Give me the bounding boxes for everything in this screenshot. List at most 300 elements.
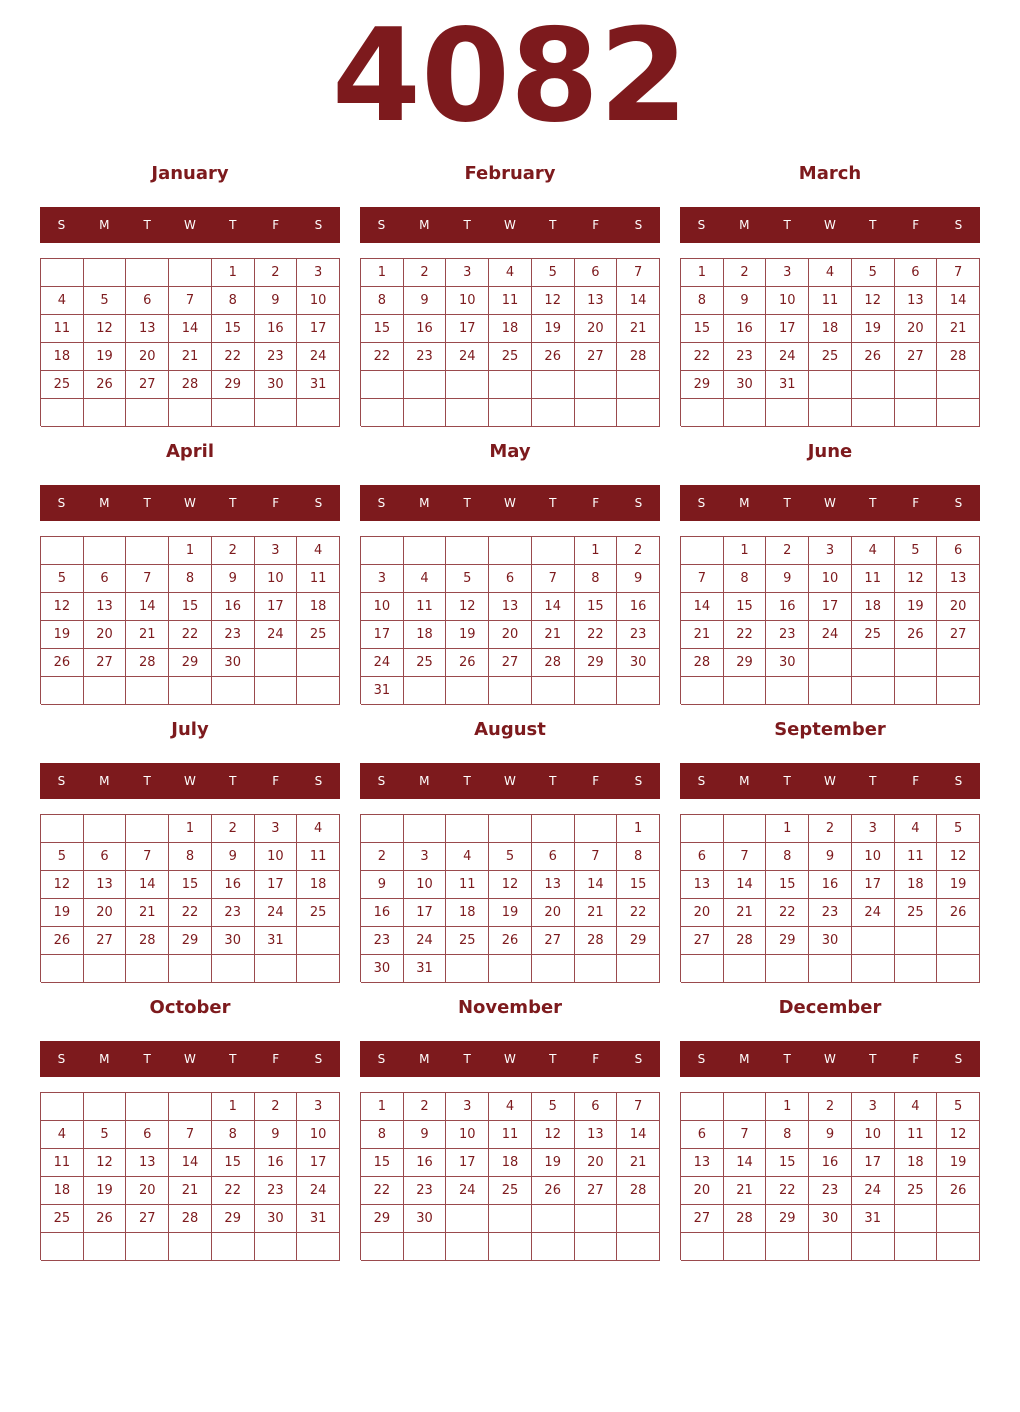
day-cell[interactable]: 4: [895, 815, 938, 843]
day-cell[interactable]: 10: [255, 565, 298, 593]
day-cell[interactable]: 11: [297, 565, 340, 593]
day-cell[interactable]: 12: [532, 1121, 575, 1149]
day-cell[interactable]: 3: [852, 1093, 895, 1121]
day-cell[interactable]: 9: [212, 843, 255, 871]
day-cell[interactable]: 20: [575, 315, 618, 343]
day-cell[interactable]: 13: [84, 871, 127, 899]
day-cell[interactable]: 26: [852, 343, 895, 371]
day-cell[interactable]: 22: [724, 621, 767, 649]
day-cell[interactable]: 9: [212, 565, 255, 593]
day-cell[interactable]: 19: [895, 593, 938, 621]
day-cell[interactable]: 19: [41, 621, 84, 649]
day-cell[interactable]: 28: [724, 927, 767, 955]
day-cell[interactable]: 24: [446, 1177, 489, 1205]
day-cell[interactable]: 26: [532, 343, 575, 371]
day-cell[interactable]: 13: [575, 1121, 618, 1149]
day-cell[interactable]: 21: [169, 343, 212, 371]
day-cell[interactable]: 5: [532, 1093, 575, 1121]
day-cell[interactable]: 6: [937, 537, 980, 565]
day-cell[interactable]: 26: [84, 1205, 127, 1233]
day-cell[interactable]: 30: [361, 955, 404, 983]
day-cell[interactable]: 31: [852, 1205, 895, 1233]
day-cell[interactable]: 30: [617, 649, 660, 677]
day-cell[interactable]: 15: [212, 315, 255, 343]
day-cell[interactable]: 28: [617, 1177, 660, 1205]
day-cell[interactable]: 7: [169, 287, 212, 315]
day-cell[interactable]: 9: [404, 287, 447, 315]
day-cell[interactable]: 12: [937, 843, 980, 871]
day-cell[interactable]: 15: [575, 593, 618, 621]
day-cell[interactable]: 23: [404, 1177, 447, 1205]
day-cell[interactable]: 5: [532, 259, 575, 287]
day-cell[interactable]: 29: [766, 927, 809, 955]
day-cell[interactable]: 8: [361, 287, 404, 315]
day-cell[interactable]: 8: [766, 1121, 809, 1149]
day-cell[interactable]: 6: [489, 565, 532, 593]
day-cell[interactable]: 1: [681, 259, 724, 287]
day-cell[interactable]: 30: [212, 649, 255, 677]
day-cell[interactable]: 20: [575, 1149, 618, 1177]
day-cell[interactable]: 28: [126, 927, 169, 955]
day-cell[interactable]: 19: [937, 871, 980, 899]
day-cell[interactable]: 30: [809, 927, 852, 955]
day-cell[interactable]: 13: [895, 287, 938, 315]
day-cell[interactable]: 6: [532, 843, 575, 871]
day-cell[interactable]: 14: [724, 1149, 767, 1177]
day-cell[interactable]: 6: [126, 287, 169, 315]
day-cell[interactable]: 19: [489, 899, 532, 927]
day-cell[interactable]: 26: [41, 649, 84, 677]
day-cell[interactable]: 14: [681, 593, 724, 621]
day-cell[interactable]: 29: [766, 1205, 809, 1233]
day-cell[interactable]: 25: [489, 1177, 532, 1205]
day-cell[interactable]: 27: [937, 621, 980, 649]
day-cell[interactable]: 21: [681, 621, 724, 649]
day-cell[interactable]: 9: [809, 843, 852, 871]
day-cell[interactable]: 23: [212, 899, 255, 927]
day-cell[interactable]: 12: [852, 287, 895, 315]
day-cell[interactable]: 23: [404, 343, 447, 371]
day-cell[interactable]: 19: [937, 1149, 980, 1177]
day-cell[interactable]: 24: [404, 927, 447, 955]
day-cell[interactable]: 20: [681, 899, 724, 927]
day-cell[interactable]: 27: [126, 1205, 169, 1233]
day-cell[interactable]: 16: [212, 593, 255, 621]
day-cell[interactable]: 5: [852, 259, 895, 287]
day-cell[interactable]: 24: [852, 899, 895, 927]
day-cell[interactable]: 29: [169, 649, 212, 677]
day-cell[interactable]: 8: [361, 1121, 404, 1149]
day-cell[interactable]: 5: [895, 537, 938, 565]
day-cell[interactable]: 2: [404, 259, 447, 287]
day-cell[interactable]: 18: [809, 315, 852, 343]
day-cell[interactable]: 22: [212, 1177, 255, 1205]
day-cell[interactable]: 31: [766, 371, 809, 399]
day-cell[interactable]: 13: [532, 871, 575, 899]
day-cell[interactable]: 14: [532, 593, 575, 621]
day-cell[interactable]: 24: [852, 1177, 895, 1205]
day-cell[interactable]: 17: [255, 593, 298, 621]
day-cell[interactable]: 25: [297, 621, 340, 649]
day-cell[interactable]: 17: [446, 1149, 489, 1177]
day-cell[interactable]: 16: [724, 315, 767, 343]
day-cell[interactable]: 2: [255, 1093, 298, 1121]
day-cell[interactable]: 8: [681, 287, 724, 315]
day-cell[interactable]: 27: [126, 371, 169, 399]
day-cell[interactable]: 29: [212, 371, 255, 399]
day-cell[interactable]: 8: [617, 843, 660, 871]
day-cell[interactable]: 1: [212, 259, 255, 287]
day-cell[interactable]: 20: [126, 1177, 169, 1205]
day-cell[interactable]: 11: [41, 315, 84, 343]
day-cell[interactable]: 24: [297, 1177, 340, 1205]
day-cell[interactable]: 22: [361, 343, 404, 371]
day-cell[interactable]: 15: [617, 871, 660, 899]
day-cell[interactable]: 29: [361, 1205, 404, 1233]
day-cell[interactable]: 11: [852, 565, 895, 593]
day-cell[interactable]: 22: [766, 1177, 809, 1205]
day-cell[interactable]: 10: [446, 1121, 489, 1149]
day-cell[interactable]: 10: [809, 565, 852, 593]
day-cell[interactable]: 25: [297, 899, 340, 927]
day-cell[interactable]: 17: [297, 315, 340, 343]
day-cell[interactable]: 14: [617, 1121, 660, 1149]
day-cell[interactable]: 26: [937, 899, 980, 927]
day-cell[interactable]: 7: [575, 843, 618, 871]
day-cell[interactable]: 20: [126, 343, 169, 371]
day-cell[interactable]: 25: [809, 343, 852, 371]
day-cell[interactable]: 31: [404, 955, 447, 983]
day-cell[interactable]: 31: [361, 677, 404, 705]
day-cell[interactable]: 29: [617, 927, 660, 955]
day-cell[interactable]: 9: [724, 287, 767, 315]
day-cell[interactable]: 26: [895, 621, 938, 649]
day-cell[interactable]: 26: [489, 927, 532, 955]
day-cell[interactable]: 12: [895, 565, 938, 593]
day-cell[interactable]: 23: [361, 927, 404, 955]
day-cell[interactable]: 19: [41, 899, 84, 927]
day-cell[interactable]: 27: [575, 343, 618, 371]
day-cell[interactable]: 11: [895, 843, 938, 871]
day-cell[interactable]: 24: [297, 343, 340, 371]
day-cell[interactable]: 12: [446, 593, 489, 621]
day-cell[interactable]: 18: [489, 1149, 532, 1177]
day-cell[interactable]: 1: [361, 1093, 404, 1121]
day-cell[interactable]: 26: [532, 1177, 575, 1205]
day-cell[interactable]: 20: [937, 593, 980, 621]
day-cell[interactable]: 31: [297, 1205, 340, 1233]
day-cell[interactable]: 28: [169, 1205, 212, 1233]
day-cell[interactable]: 19: [532, 1149, 575, 1177]
day-cell[interactable]: 9: [255, 1121, 298, 1149]
day-cell[interactable]: 14: [575, 871, 618, 899]
day-cell[interactable]: 8: [766, 843, 809, 871]
day-cell[interactable]: 25: [446, 927, 489, 955]
day-cell[interactable]: 1: [766, 1093, 809, 1121]
day-cell[interactable]: 12: [41, 871, 84, 899]
day-cell[interactable]: 13: [681, 1149, 724, 1177]
day-cell[interactable]: 2: [404, 1093, 447, 1121]
day-cell[interactable]: 6: [84, 843, 127, 871]
day-cell[interactable]: 7: [532, 565, 575, 593]
day-cell[interactable]: 9: [255, 287, 298, 315]
day-cell[interactable]: 14: [169, 1149, 212, 1177]
day-cell[interactable]: 18: [41, 1177, 84, 1205]
day-cell[interactable]: 10: [297, 1121, 340, 1149]
day-cell[interactable]: 2: [617, 537, 660, 565]
day-cell[interactable]: 1: [212, 1093, 255, 1121]
day-cell[interactable]: 21: [126, 621, 169, 649]
day-cell[interactable]: 27: [681, 1205, 724, 1233]
day-cell[interactable]: 15: [212, 1149, 255, 1177]
day-cell[interactable]: 7: [126, 843, 169, 871]
day-cell[interactable]: 30: [255, 1205, 298, 1233]
day-cell[interactable]: 11: [404, 593, 447, 621]
day-cell[interactable]: 23: [724, 343, 767, 371]
day-cell[interactable]: 12: [41, 593, 84, 621]
day-cell[interactable]: 14: [617, 287, 660, 315]
day-cell[interactable]: 30: [404, 1205, 447, 1233]
day-cell[interactable]: 2: [766, 537, 809, 565]
day-cell[interactable]: 25: [895, 1177, 938, 1205]
day-cell[interactable]: 18: [489, 315, 532, 343]
day-cell[interactable]: 7: [937, 259, 980, 287]
day-cell[interactable]: 30: [766, 649, 809, 677]
day-cell[interactable]: 22: [169, 621, 212, 649]
day-cell[interactable]: 23: [617, 621, 660, 649]
day-cell[interactable]: 12: [84, 315, 127, 343]
day-cell[interactable]: 19: [532, 315, 575, 343]
day-cell[interactable]: 8: [169, 843, 212, 871]
day-cell[interactable]: 18: [41, 343, 84, 371]
day-cell[interactable]: 9: [404, 1121, 447, 1149]
day-cell[interactable]: 31: [297, 371, 340, 399]
day-cell[interactable]: 25: [41, 1205, 84, 1233]
day-cell[interactable]: 5: [41, 843, 84, 871]
day-cell[interactable]: 29: [169, 927, 212, 955]
day-cell[interactable]: 21: [126, 899, 169, 927]
day-cell[interactable]: 20: [895, 315, 938, 343]
day-cell[interactable]: 2: [212, 537, 255, 565]
day-cell[interactable]: 3: [404, 843, 447, 871]
day-cell[interactable]: 15: [169, 871, 212, 899]
day-cell[interactable]: 23: [255, 1177, 298, 1205]
day-cell[interactable]: 12: [489, 871, 532, 899]
day-cell[interactable]: 10: [446, 287, 489, 315]
day-cell[interactable]: 4: [852, 537, 895, 565]
day-cell[interactable]: 4: [489, 1093, 532, 1121]
day-cell[interactable]: 17: [361, 621, 404, 649]
day-cell[interactable]: 27: [575, 1177, 618, 1205]
day-cell[interactable]: 16: [809, 1149, 852, 1177]
day-cell[interactable]: 20: [681, 1177, 724, 1205]
day-cell[interactable]: 30: [255, 371, 298, 399]
day-cell[interactable]: 5: [84, 287, 127, 315]
day-cell[interactable]: 16: [617, 593, 660, 621]
day-cell[interactable]: 15: [361, 315, 404, 343]
day-cell[interactable]: 12: [84, 1149, 127, 1177]
day-cell[interactable]: 24: [255, 621, 298, 649]
day-cell[interactable]: 9: [617, 565, 660, 593]
day-cell[interactable]: 16: [404, 315, 447, 343]
day-cell[interactable]: 3: [446, 1093, 489, 1121]
day-cell[interactable]: 11: [41, 1149, 84, 1177]
day-cell[interactable]: 19: [84, 1177, 127, 1205]
day-cell[interactable]: 4: [895, 1093, 938, 1121]
day-cell[interactable]: 6: [575, 259, 618, 287]
day-cell[interactable]: 5: [41, 565, 84, 593]
day-cell[interactable]: 22: [361, 1177, 404, 1205]
day-cell[interactable]: 29: [212, 1205, 255, 1233]
day-cell[interactable]: 16: [255, 315, 298, 343]
day-cell[interactable]: 22: [169, 899, 212, 927]
day-cell[interactable]: 4: [297, 815, 340, 843]
day-cell[interactable]: 20: [84, 621, 127, 649]
day-cell[interactable]: 11: [446, 871, 489, 899]
day-cell[interactable]: 7: [724, 843, 767, 871]
day-cell[interactable]: 15: [361, 1149, 404, 1177]
day-cell[interactable]: 4: [446, 843, 489, 871]
day-cell[interactable]: 28: [575, 927, 618, 955]
day-cell[interactable]: 17: [809, 593, 852, 621]
day-cell[interactable]: 9: [809, 1121, 852, 1149]
day-cell[interactable]: 13: [937, 565, 980, 593]
day-cell[interactable]: 9: [361, 871, 404, 899]
day-cell[interactable]: 17: [297, 1149, 340, 1177]
day-cell[interactable]: 19: [84, 343, 127, 371]
day-cell[interactable]: 28: [937, 343, 980, 371]
day-cell[interactable]: 21: [532, 621, 575, 649]
day-cell[interactable]: 27: [532, 927, 575, 955]
day-cell[interactable]: 27: [84, 927, 127, 955]
day-cell[interactable]: 10: [852, 843, 895, 871]
day-cell[interactable]: 25: [852, 621, 895, 649]
day-cell[interactable]: 25: [489, 343, 532, 371]
day-cell[interactable]: 22: [766, 899, 809, 927]
day-cell[interactable]: 2: [724, 259, 767, 287]
day-cell[interactable]: 14: [169, 315, 212, 343]
day-cell[interactable]: 28: [126, 649, 169, 677]
day-cell[interactable]: 16: [809, 871, 852, 899]
day-cell[interactable]: 21: [724, 899, 767, 927]
day-cell[interactable]: 16: [212, 871, 255, 899]
day-cell[interactable]: 8: [169, 565, 212, 593]
day-cell[interactable]: 15: [169, 593, 212, 621]
day-cell[interactable]: 18: [446, 899, 489, 927]
day-cell[interactable]: 24: [809, 621, 852, 649]
day-cell[interactable]: 20: [489, 621, 532, 649]
day-cell[interactable]: 24: [361, 649, 404, 677]
day-cell[interactable]: 1: [169, 537, 212, 565]
day-cell[interactable]: 14: [126, 871, 169, 899]
day-cell[interactable]: 24: [446, 343, 489, 371]
day-cell[interactable]: 28: [724, 1205, 767, 1233]
day-cell[interactable]: 22: [681, 343, 724, 371]
day-cell[interactable]: 3: [809, 537, 852, 565]
day-cell[interactable]: 8: [212, 1121, 255, 1149]
day-cell[interactable]: 9: [766, 565, 809, 593]
day-cell[interactable]: 2: [809, 1093, 852, 1121]
day-cell[interactable]: 3: [255, 537, 298, 565]
day-cell[interactable]: 29: [575, 649, 618, 677]
day-cell[interactable]: 30: [809, 1205, 852, 1233]
day-cell[interactable]: 22: [575, 621, 618, 649]
day-cell[interactable]: 18: [297, 871, 340, 899]
day-cell[interactable]: 11: [489, 287, 532, 315]
day-cell[interactable]: 17: [766, 315, 809, 343]
day-cell[interactable]: 11: [297, 843, 340, 871]
day-cell[interactable]: 7: [617, 259, 660, 287]
day-cell[interactable]: 6: [126, 1121, 169, 1149]
day-cell[interactable]: 3: [361, 565, 404, 593]
day-cell[interactable]: 21: [617, 315, 660, 343]
day-cell[interactable]: 8: [575, 565, 618, 593]
day-cell[interactable]: 17: [255, 871, 298, 899]
day-cell[interactable]: 2: [809, 815, 852, 843]
day-cell[interactable]: 18: [895, 1149, 938, 1177]
day-cell[interactable]: 13: [84, 593, 127, 621]
day-cell[interactable]: 27: [681, 927, 724, 955]
day-cell[interactable]: 27: [84, 649, 127, 677]
day-cell[interactable]: 29: [681, 371, 724, 399]
day-cell[interactable]: 24: [255, 899, 298, 927]
day-cell[interactable]: 5: [84, 1121, 127, 1149]
day-cell[interactable]: 23: [255, 343, 298, 371]
day-cell[interactable]: 4: [297, 537, 340, 565]
day-cell[interactable]: 3: [297, 1093, 340, 1121]
day-cell[interactable]: 8: [212, 287, 255, 315]
day-cell[interactable]: 4: [404, 565, 447, 593]
day-cell[interactable]: 18: [895, 871, 938, 899]
day-cell[interactable]: 21: [575, 899, 618, 927]
day-cell[interactable]: 21: [724, 1177, 767, 1205]
day-cell[interactable]: 22: [617, 899, 660, 927]
day-cell[interactable]: 19: [852, 315, 895, 343]
day-cell[interactable]: 13: [126, 315, 169, 343]
day-cell[interactable]: 18: [404, 621, 447, 649]
day-cell[interactable]: 27: [489, 649, 532, 677]
day-cell[interactable]: 23: [766, 621, 809, 649]
day-cell[interactable]: 3: [852, 815, 895, 843]
day-cell[interactable]: 14: [937, 287, 980, 315]
day-cell[interactable]: 12: [937, 1121, 980, 1149]
day-cell[interactable]: 10: [404, 871, 447, 899]
day-cell[interactable]: 30: [724, 371, 767, 399]
day-cell[interactable]: 1: [617, 815, 660, 843]
day-cell[interactable]: 1: [766, 815, 809, 843]
day-cell[interactable]: 5: [446, 565, 489, 593]
day-cell[interactable]: 4: [41, 287, 84, 315]
day-cell[interactable]: 6: [895, 259, 938, 287]
day-cell[interactable]: 10: [255, 843, 298, 871]
day-cell[interactable]: 10: [361, 593, 404, 621]
day-cell[interactable]: 3: [766, 259, 809, 287]
day-cell[interactable]: 19: [446, 621, 489, 649]
day-cell[interactable]: 23: [809, 899, 852, 927]
day-cell[interactable]: 3: [255, 815, 298, 843]
day-cell[interactable]: 8: [724, 565, 767, 593]
day-cell[interactable]: 7: [169, 1121, 212, 1149]
day-cell[interactable]: 14: [724, 871, 767, 899]
day-cell[interactable]: 3: [297, 259, 340, 287]
day-cell[interactable]: 25: [895, 899, 938, 927]
day-cell[interactable]: 1: [169, 815, 212, 843]
day-cell[interactable]: 5: [489, 843, 532, 871]
day-cell[interactable]: 11: [895, 1121, 938, 1149]
day-cell[interactable]: 25: [404, 649, 447, 677]
day-cell[interactable]: 24: [766, 343, 809, 371]
day-cell[interactable]: 7: [126, 565, 169, 593]
